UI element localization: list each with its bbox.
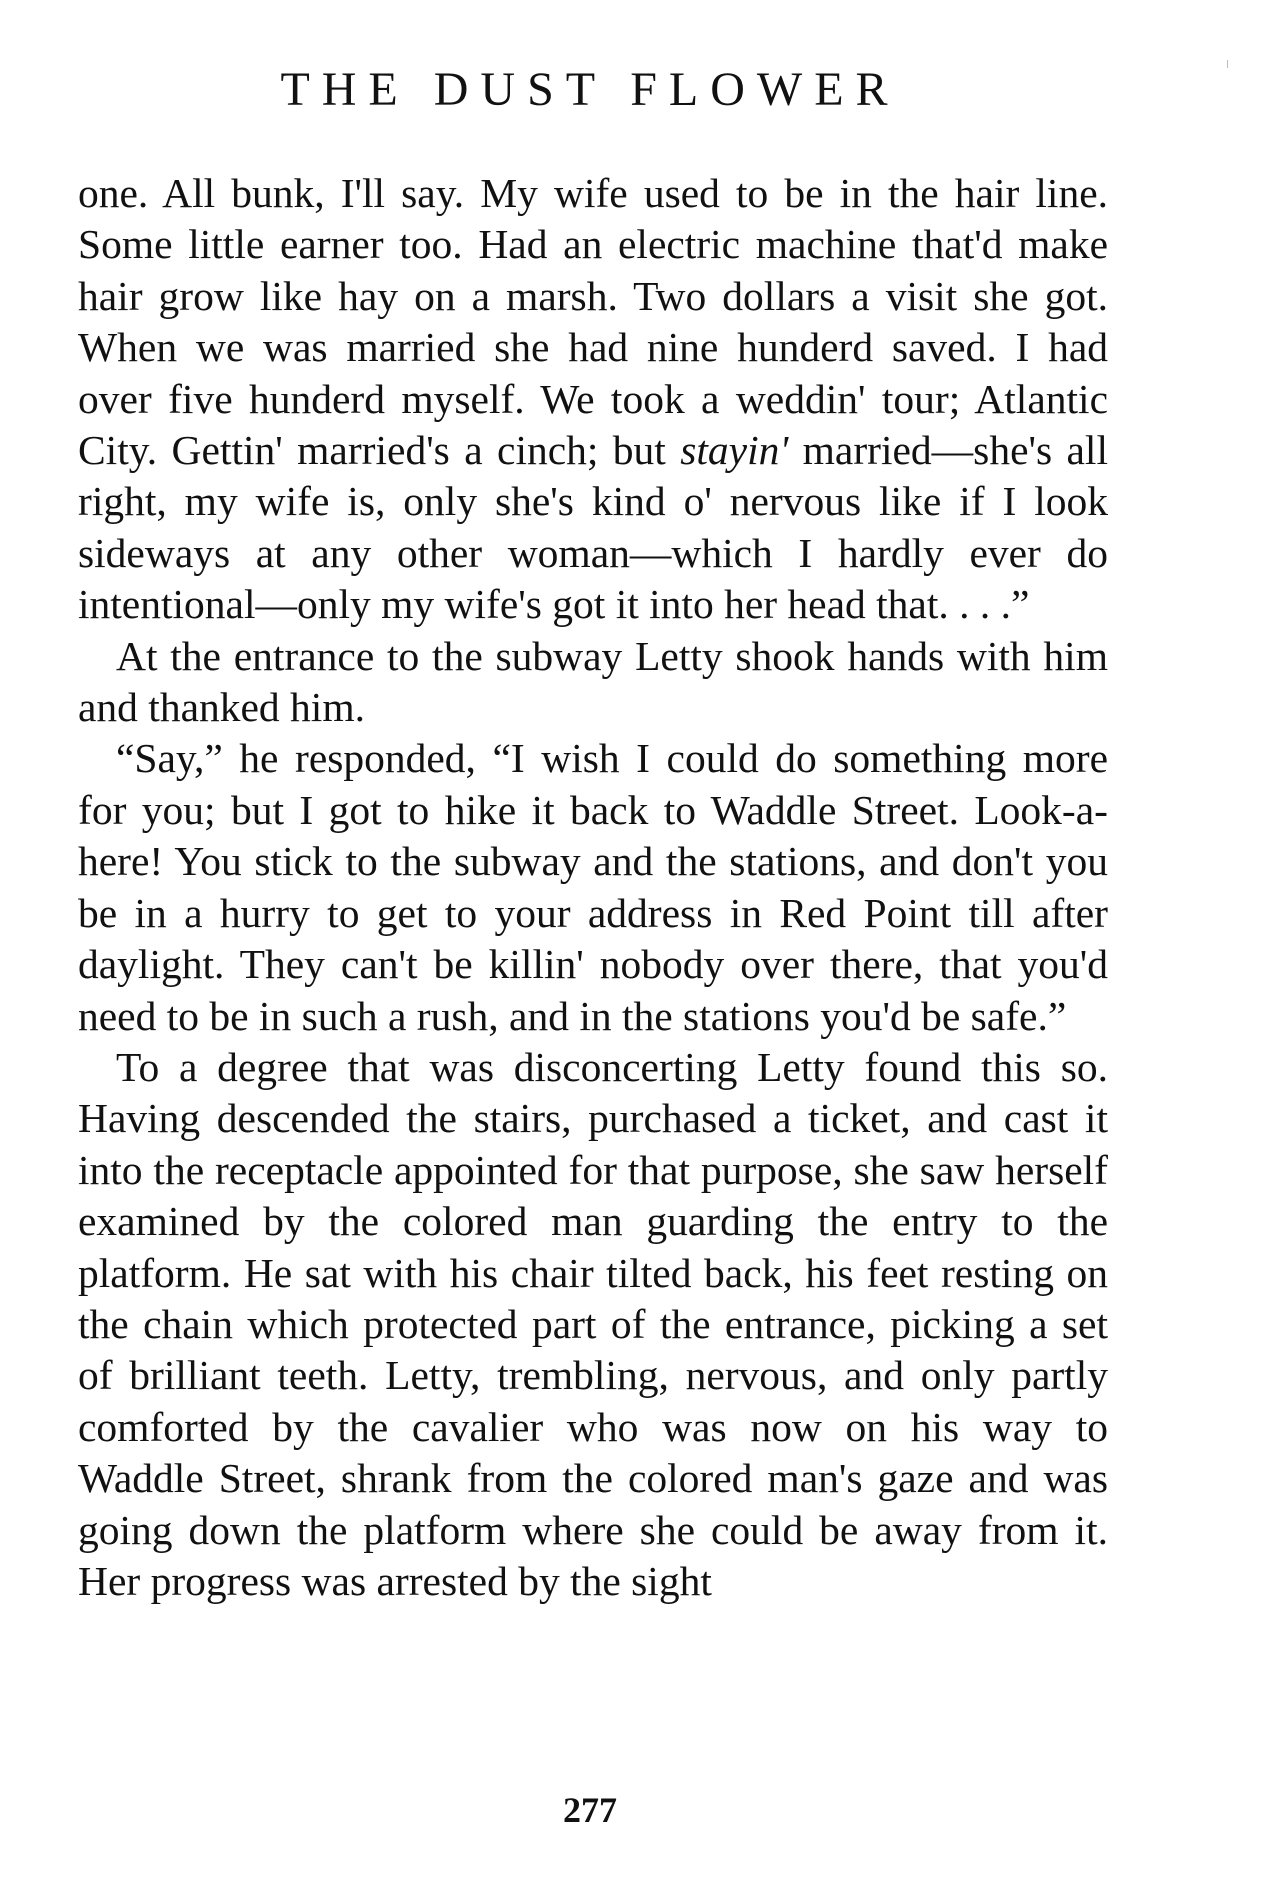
- paragraph-text: married—she's all right, my wife is, only she's kind o' nervous like if I look sideways at any other woman—which I hardly ever do intentional—only my wife's got it into her head that. . . .”: [78, 427, 1108, 628]
- paragraph-continued: [78, 168, 1108, 631]
- running-title: THE DUST FLOWER: [280, 63, 900, 116]
- page-number: 277: [563, 1790, 617, 1830]
- body-text: [78, 168, 1108, 1607]
- page-edge-mark: [1227, 60, 1228, 68]
- paragraph: To a degree that was disconcerting Letty found this so. Having descended the stairs, purchased a ticket, and cast it into the receptacle appointed for that purpose, she saw herself examined by the colored man guarding the entry to the platform. He sat with his chair tilted back, his feet resting on the chain which protected part of the entrance, picking a set of brilliant teeth. Letty, trembling, nervous, and only partly comforted by the cavalier who was now on his way to Waddle Street, shrank from the colored man's gaze and was going down the platform where she could be away from it. Her progress was arrested by the sight: [78, 1043, 1108, 1604]
- paragraph: At the entrance to the subway Letty shook hands with him and thanked him.: [78, 632, 1108, 731]
- italic-emphasis: stayin': [680, 427, 789, 474]
- paragraph-text: one. All bunk, I'll say. My wife used to be in the hair line. Some little earner too. Had an electric machine that'd make hair grow like hay on a marsh. Two dollars a visit she got. When we was married she had nine hunderd saved. I had over five hunderd myself. We took a weddin' tour; Atlantic City. Gettin' married's a cinch; but: [78, 170, 1108, 474]
- paragraph: “Say,” he responded, “I wish I could do something more for you; but I got to hike it back to Waddle Street. Look-a-here! You stick to the subway and the stations, and don't you be in a hurry to get to your address in Red Point till after daylight. They can't be killin' nobody over there, that you'd need to be in such a rush, and in the stations you'd be safe.”: [78, 735, 1108, 1039]
